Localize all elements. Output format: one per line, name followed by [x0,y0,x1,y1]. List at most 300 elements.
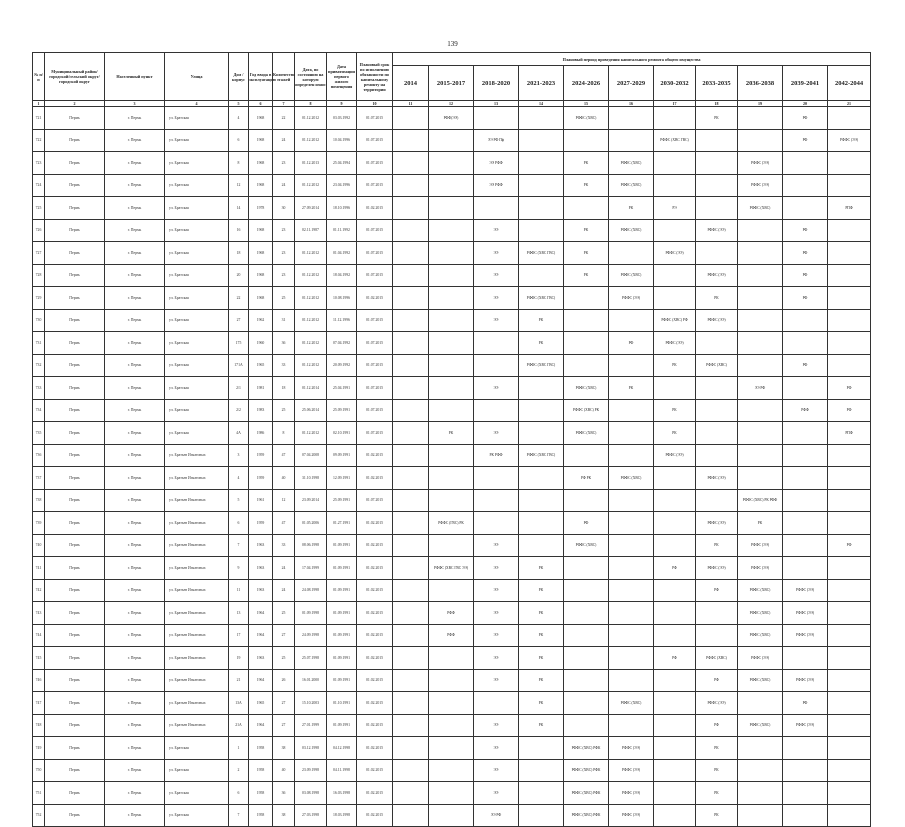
column-number: 10 [357,101,393,107]
repair-plan-cell: РФФС (ЭЭ) [783,669,828,692]
repair-plan-cell [696,332,738,355]
wear-date: 16.01.2000 [295,669,327,692]
settlement: г. Пермь [105,219,165,242]
repair-plan-cell [393,759,429,782]
repair-plan-cell [828,264,871,287]
floors: 27 [273,714,295,737]
repair-plan-cell [564,197,609,220]
repair-plan-cell: РФФС (ЭЭ) [696,264,738,287]
repair-plan-cell [519,152,564,175]
repair-plan-cell: РФФС (ГВС) РК [429,512,474,535]
repair-plan-cell [429,399,474,422]
repair-plan-cell: РФ [783,242,828,265]
street: ул. Братская [165,332,229,355]
repair-deadline: 01.02.2015 [357,647,393,670]
repair-plan-cell [429,444,474,467]
privatization-date: 10.04.1996 [327,129,357,152]
repair-plan-cell [828,714,871,737]
header-col-6: Год ввода в эксплуатацию [249,53,273,101]
floors: 27 [273,624,295,647]
build-year: 1983 [249,399,273,422]
repair-plan-cell [828,107,871,130]
wear-date: 01.12.2012 [295,107,327,130]
street: ул. Братская [165,804,229,827]
wear-date: 01.12.2012 [295,422,327,445]
repair-plan-cell [783,782,828,805]
build-year: 1958 [249,737,273,760]
floors: 26 [273,669,295,692]
repair-plan-cell: РФФС (ЭЭ) [783,602,828,625]
repair-plan-cell [519,467,564,490]
house: 2/2 [229,399,249,422]
street: ул. Братьев Игнатовых [165,602,229,625]
repair-plan-cell: РФ [783,264,828,287]
repair-plan-cell [564,309,609,332]
floors: 25 [273,602,295,625]
wear-date: 01.12.2014 [295,377,327,400]
column-number: 15 [564,101,609,107]
repair-plan-cell [609,242,654,265]
column-number: 8 [295,101,327,107]
repair-plan-cell: РФФС (ЭЭ) [696,557,738,580]
privatization-date: 01.09.1991 [327,602,357,625]
municipality: Пермь [45,647,105,670]
settlement: г. Пермь [105,197,165,220]
floors: 12 [273,489,295,512]
municipality: Пермь [45,264,105,287]
column-number: 6 [249,101,273,107]
table-row [33,422,871,445]
house: 6 [229,782,249,805]
settlement: г. Пермь [105,759,165,782]
repair-plan-cell [393,692,429,715]
repair-plan-cell: РК [519,647,564,670]
repair-plan-cell: РК [519,602,564,625]
wear-date: 01.12.2012 [295,309,327,332]
repair-plan-cell [738,737,783,760]
header-col-1: № п/п [33,53,45,101]
repair-plan-cell: РФ [564,512,609,535]
repair-plan-cell [696,152,738,175]
row-number: 751 [33,782,45,805]
wear-date: 02.11.1987 [295,219,327,242]
repair-plan-cell: РК [696,804,738,827]
repair-plan-cell: РФ [828,534,871,557]
repair-plan-cell [564,579,609,602]
street: ул. Братьев Игнатовых [165,489,229,512]
repair-plan-cell [429,309,474,332]
repair-plan-cell [393,714,429,737]
repair-plan-cell [564,647,609,670]
repair-plan-cell [828,287,871,310]
repair-plan-cell: РФФС (ЭЭ) [696,692,738,715]
settlement: г. Пермь [105,332,165,355]
table-row [33,152,871,175]
wear-date: 01.12.2012 [295,287,327,310]
wear-date: 27.03.1998 [295,804,327,827]
repair-deadline: 01.02.2015 [357,557,393,580]
wear-date: 01.12.2012 [295,242,327,265]
repair-plan-cell [429,197,474,220]
repair-plan-cell [609,354,654,377]
column-number: 2 [45,101,105,107]
privatization-date: 01.09.1991 [327,534,357,557]
repair-plan-cell [393,264,429,287]
repair-plan-cell: РФФС (ХВС) РК РФФ [738,489,783,512]
column-number: 11 [393,101,429,107]
repair-plan-cell [738,467,783,490]
house: 171А [229,354,249,377]
repair-plan-cell: РК [519,309,564,332]
repair-plan-cell: РФФС (ЭЭ) [609,737,654,760]
repair-plan-cell [393,129,429,152]
house: 17 [229,624,249,647]
privatization-date: 01.09.1991 [327,647,357,670]
build-year: 1964 [249,669,273,692]
settlement: г. Пермь [105,557,165,580]
street: ул. Братская [165,174,229,197]
privatization-date: 01.09.1991 [327,714,357,737]
repair-plan-cell: РФФС (ХВС) РФК [564,782,609,805]
wear-date: 08.06.1998 [295,534,327,557]
repair-plan-cell [783,174,828,197]
build-year: 1959 [249,467,273,490]
settlement: г. Пермь [105,602,165,625]
municipality: Пермь [45,377,105,400]
house: 2 [229,759,249,782]
floors: 31 [273,309,295,332]
street: ул. Братская [165,737,229,760]
repair-plan-cell [738,129,783,152]
repair-deadline: 01.07.2015 [357,152,393,175]
floors: 24 [273,579,295,602]
year-header: 2024-2026 [564,66,609,101]
table-row [33,737,871,760]
repair-plan-cell [519,489,564,512]
repair-plan-cell: РФ [783,354,828,377]
house: 8 [229,152,249,175]
build-year: 1959 [249,444,273,467]
settlement: г. Пермь [105,579,165,602]
repair-plan-cell [564,287,609,310]
repair-plan-cell: РК [654,399,696,422]
repair-deadline: 01.02.2015 [357,197,393,220]
floors: 47 [273,512,295,535]
header-col-8: Дата, по состоянию на которую определен износ [295,53,327,101]
build-year: 1958 [249,782,273,805]
settlement: г. Пермь [105,107,165,130]
privatization-date: 25.09.1991 [327,399,357,422]
build-year: 1963 [249,557,273,580]
repair-plan-cell: РФФС (ЭЭ) [783,579,828,602]
repair-plan-cell [654,782,696,805]
wear-date: 03.08.1998 [295,782,327,805]
column-number: 18 [696,101,738,107]
house: 5 [229,489,249,512]
repair-plan-cell: ЭЭ [474,602,519,625]
wear-date: 01.12.2013 [295,152,327,175]
settlement: г. Пермь [105,174,165,197]
table-row [33,354,871,377]
repair-plan-cell: ЭЭ [474,377,519,400]
house: 14 [229,197,249,220]
repair-plan-cell [654,624,696,647]
street: ул. Братская [165,152,229,175]
street: ул. Братьев Игнатовых [165,444,229,467]
year-header: 2039-2041 [783,66,828,101]
municipality: Пермь [45,152,105,175]
house: 12 [229,174,249,197]
table-row [33,512,871,535]
repair-plan-cell [609,557,654,580]
privatization-date: 02.10.1991 [327,422,357,445]
repair-plan-cell: РК [429,422,474,445]
column-number: 20 [783,101,828,107]
repair-plan-cell [654,152,696,175]
repair-plan-cell: РФФС (ХВС) [564,107,609,130]
repair-plan-cell [738,782,783,805]
wear-date: 27.01.1999 [295,714,327,737]
settlement: г. Пермь [105,804,165,827]
repair-plan-cell [429,377,474,400]
street: ул. Братская [165,377,229,400]
repair-plan-cell [738,287,783,310]
repair-plan-cell: ЭЭ [474,534,519,557]
repair-plan-cell: РК [696,759,738,782]
settlement: г. Пермь [105,737,165,760]
repair-plan-cell: ЭЭ [474,624,519,647]
repair-plan-cell [654,287,696,310]
build-year: 1968 [249,152,273,175]
repair-plan-cell: РФ [783,287,828,310]
repair-plan-cell: РФФС (ЭЭ) [696,512,738,535]
street: ул. Братская [165,197,229,220]
repair-plan-cell [738,219,783,242]
house: 1 [229,737,249,760]
build-year: 1963 [249,647,273,670]
build-year: 1965 [249,692,273,715]
repair-plan-cell [474,197,519,220]
street: ул. Братская [165,107,229,130]
repair-deadline: 01.07.2015 [357,399,393,422]
repair-plan-cell [738,354,783,377]
repair-plan-cell [783,737,828,760]
repair-deadline: 01.07.2015 [357,377,393,400]
repair-plan-cell: РК [519,557,564,580]
municipality: Пермь [45,782,105,805]
repair-plan-cell: РФ [828,399,871,422]
table-row [33,534,871,557]
repair-plan-cell: РФФС (ЭЭ) [654,444,696,467]
build-year: 1968 [249,219,273,242]
repair-plan-cell [393,242,429,265]
table-row [33,489,871,512]
repair-plan-cell [783,557,828,580]
repair-plan-cell: ЭЭ [474,782,519,805]
repair-plan-cell [564,354,609,377]
wear-date: 23.09.1998 [295,759,327,782]
house: 2/1 [229,377,249,400]
privatization-date: 01.09.1991 [327,624,357,647]
repair-plan-cell [519,782,564,805]
repair-plan-cell [564,692,609,715]
repair-plan-cell [654,692,696,715]
repair-plan-cell: РФ [783,107,828,130]
build-year: 1981 [249,377,273,400]
wear-date: 25.07.1998 [295,647,327,670]
repair-deadline: 01.07.2015 [357,219,393,242]
street: ул. Братьев Игнатовых [165,714,229,737]
header-col-2: Муниципальный район/городской/сельский округ/городской округ [45,53,105,101]
repair-plan-cell [393,782,429,805]
row-number: 737 [33,467,45,490]
privatization-date: 01.04.1992 [327,242,357,265]
build-year: 1964 [249,624,273,647]
row-number: 731 [33,332,45,355]
floors: 18 [273,377,295,400]
capital-repair-table [32,52,871,827]
row-number: 736 [33,444,45,467]
repair-plan-cell [696,422,738,445]
house: 6 [229,512,249,535]
repair-plan-cell: РФ [696,579,738,602]
floors: 23 [273,219,295,242]
settlement: г. Пермь [105,399,165,422]
repair-plan-cell [609,512,654,535]
repair-plan-cell [828,512,871,535]
table-row [33,332,871,355]
repair-plan-cell [393,624,429,647]
column-number: 7 [273,101,295,107]
street: ул. Братская [165,759,229,782]
street: ул. Братская [165,219,229,242]
repair-plan-cell: РФФС (ХВС ГВС) [519,444,564,467]
wear-date: 15.10.2003 [295,692,327,715]
repair-plan-cell [654,737,696,760]
table-row [33,399,871,422]
repair-plan-cell [609,399,654,422]
repair-plan-cell [828,624,871,647]
repair-plan-cell: РК [609,197,654,220]
floors: 40 [273,467,295,490]
table-row [33,669,871,692]
repair-plan-cell [564,714,609,737]
repair-plan-cell [393,489,429,512]
privatization-date: 18.10.1996 [327,197,357,220]
repair-plan-cell [654,714,696,737]
repair-plan-cell: ЭЭ [474,264,519,287]
repair-plan-cell [738,332,783,355]
repair-plan-cell [654,534,696,557]
repair-plan-cell [783,534,828,557]
settlement: г. Пермь [105,692,165,715]
floors: 33 [273,354,295,377]
table-row [33,129,871,152]
repair-deadline: 01.07.2015 [357,332,393,355]
header-col-3: Населенный пункт [105,53,165,101]
street: ул. Братская [165,242,229,265]
repair-plan-cell: РФФС (ХВС) [564,534,609,557]
repair-plan-cell [828,647,871,670]
repair-plan-cell: РФФС (ЭЭ) [654,332,696,355]
repair-plan-cell: РФФС (ЭЭ) [609,759,654,782]
repair-plan-cell: РФФ [783,399,828,422]
repair-plan-cell: РФФС (ЭЭ) [738,152,783,175]
repair-plan-cell [609,444,654,467]
year-header: 2033-2035 [696,66,738,101]
repair-plan-cell: РФФС (ХВС ГВС ЭЭ) [429,557,474,580]
settlement: г. Пермь [105,512,165,535]
repair-plan-cell [783,309,828,332]
repair-plan-cell [609,107,654,130]
repair-plan-cell [393,152,429,175]
repair-plan-cell: ЭЭ [474,579,519,602]
house: 16 [229,219,249,242]
repair-plan-cell: РФФС (ЭЭ) [738,534,783,557]
wear-date: 01.05.2006 [295,512,327,535]
settlement: г. Пермь [105,129,165,152]
municipality: Пермь [45,354,105,377]
repair-plan-cell [696,399,738,422]
repair-plan-cell: РФФС (ХВС) [696,354,738,377]
repair-plan-cell [393,332,429,355]
page-number: 139 [447,40,458,48]
repair-plan-cell [828,489,871,512]
repair-deadline: 01.02.2015 [357,692,393,715]
repair-plan-cell [519,377,564,400]
privatization-date: 03.03.1992 [327,107,357,130]
floors: 24 [273,174,295,197]
year-header: 2018-2020 [474,66,519,101]
repair-plan-cell [393,354,429,377]
repair-plan-cell [828,354,871,377]
repair-plan-cell [474,489,519,512]
repair-plan-cell: РФФС (ХВС) [609,219,654,242]
row-number: 741 [33,557,45,580]
street: ул. Братьев Игнатовых [165,624,229,647]
settlement: г. Пермь [105,242,165,265]
wear-date: 01.12.2012 [295,354,327,377]
repair-plan-cell [429,804,474,827]
repair-plan-cell [828,579,871,602]
repair-plan-cell [654,804,696,827]
repair-plan-cell: РФ [783,692,828,715]
repair-plan-cell: РК [564,264,609,287]
house: 4А [229,422,249,445]
repair-plan-cell [429,669,474,692]
house: 3 [229,444,249,467]
municipality: Пермь [45,557,105,580]
repair-plan-cell [474,692,519,715]
build-year: 1965 [249,354,273,377]
repair-deadline: 01.07.2015 [357,129,393,152]
repair-deadline: 01.02.2015 [357,534,393,557]
column-number: 1 [33,101,45,107]
municipality: Пермь [45,467,105,490]
repair-plan-cell [393,534,429,557]
repair-plan-cell [429,129,474,152]
repair-plan-cell: РФФС (ХВС) [609,174,654,197]
table-row [33,692,871,715]
repair-plan-cell: РФ [783,129,828,152]
repair-plan-cell: РФФС (ЭЭ) [609,804,654,827]
row-number: 734 [33,399,45,422]
repair-plan-cell: РФФС (ЭЭ) [783,714,828,737]
row-number: 748 [33,714,45,737]
wear-date: 24.09.1998 [295,624,327,647]
repair-plan-cell [654,579,696,602]
table-row [33,759,871,782]
